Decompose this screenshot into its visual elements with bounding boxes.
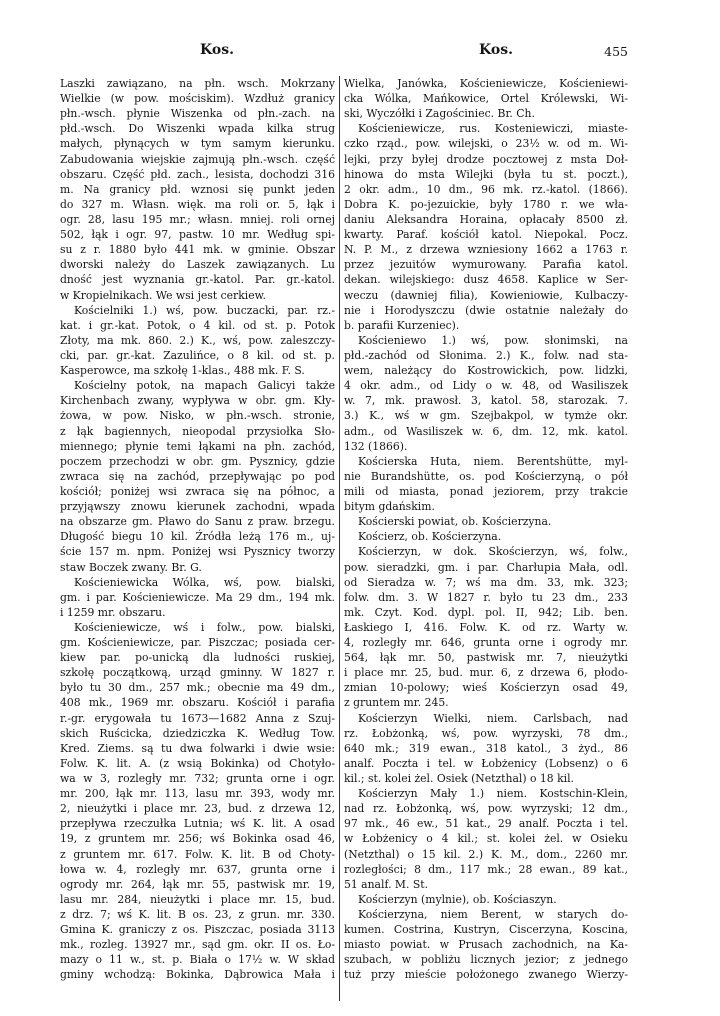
text-line: obszaru. Część płd. zach., lesista, dochodzi 316 — [60, 167, 335, 181]
text-line: z łąk bagiennych, nieopodal przysiołka Sło- — [60, 424, 335, 438]
text-line: nad rz. Łobżonką, wś, pow. wyrzyski; 12 dm., — [344, 802, 628, 816]
text-line: żowa, w pow. Nisko, w płn.-wsch. stronie, — [60, 409, 335, 423]
text-line: cki, par. gr.-kat. Zazulińce, o 8 kil. od st. p. — [60, 348, 335, 362]
text-line: przyjąwszy znowu kierunek zachodni, wpada — [60, 500, 335, 514]
text-line: z gruntem mr. 617. Folw. K. lit. B od Choty- — [60, 847, 335, 861]
text-line: mk. Czyt. Kod. dypl. pol. II, 942; Lib. ben. — [344, 605, 628, 619]
text-line: r.-gr. erygowała tu 1673—1682 Anna z Szuj- — [60, 711, 335, 725]
text-line: weczu (dawniej filia), Kowieniowie, Kulbaczy- — [344, 288, 628, 302]
text-line: kościół; poniżej wsi zwraca się na północ, a — [60, 484, 335, 498]
text-line: Zabudowania wiejskie zajmują płn.-wsch. część — [60, 152, 335, 166]
text-line: 3.) K., wś w gm. Szejbakpol, w tymże okr. — [344, 409, 628, 423]
text-line: Kościelny potok, na mapach Galicyi także — [74, 379, 335, 393]
text-line: m. Na granicy płd. wznosi się punkt jeden — [60, 182, 335, 196]
text-line: małych, płynących w tym samym kierunku. — [60, 137, 335, 151]
text-line: Folw. K. lit. A. (z wsią Bokinka) od Chotyło- — [60, 756, 335, 770]
text-line: płn.-wsch. płynie Wiszenka od płn.-zach. na — [60, 107, 335, 121]
text-line: mazy o 11 w., st. p. Biała o 17½ w. W skład — [60, 953, 335, 967]
running-head-right: Kos. — [479, 42, 513, 58]
text-line: Kościerzyn Wielki, niem. Carlsbach, nad — [358, 711, 628, 725]
text-line: 19, z gruntem mr. 256; wś Bokinka osad 46, — [60, 832, 335, 846]
text-line: adm., od Wasiliszek w. 6, dm. 12, mk. katol. — [344, 424, 628, 438]
text-line: Kościerzyn, w dok. Skościerzyn, wś, folw., — [358, 545, 628, 559]
running-head-left: Kos. — [200, 42, 234, 58]
text-line: 132 (1866). — [344, 439, 408, 453]
text-line: do 327 m. Własn. więk. ma roli or. 5, łąk i — [60, 197, 335, 211]
text-line: bitym gdańskim. — [344, 500, 435, 514]
text-line: łowa w. 4, rozległy mr. 637, grunta orne i — [60, 862, 335, 876]
text-line: Kirchenbach zwany, wypływa w obr. gm. Kły- — [60, 394, 335, 408]
text-line: (Netzthal) o 15 kil. 2.) K. M., dom., 2260 mr. — [344, 847, 628, 861]
text-line: Kościerska Huta, niem. Berentshütte, myl- — [358, 454, 628, 468]
text-line: poczem przechodzi w obr. gm. Pysznicy, gdzie — [60, 454, 335, 468]
text-line: gm. Kościeniewicze, par. Piszczac; posiada cer- — [60, 636, 335, 650]
text-line: w. 7, mk. prawosł. 3, katol. 58, starozak. 7. — [344, 394, 628, 408]
text-line: folw. dm. 3. W 1827 r. było tu 23 dm., 233 — [344, 590, 628, 604]
text-line: Kasperowce, ma szkołę 1-klas., 488 mk. F. S. — [60, 364, 305, 378]
text-line: Kościeniewicze, rus. Kosteniewiczi, miaste- — [358, 122, 628, 136]
text-line: Dobra K. po-jezuickie, były 1780 r. we wła- — [344, 197, 628, 211]
text-line: ogrody mr. 264, łąk mr. 55, pastwisk mr. 19, — [60, 877, 335, 891]
text-line: zwraca się na zachód, przepływając po pod — [60, 469, 335, 483]
text-line: Kościerz, ob. Kościerzyna. — [358, 530, 502, 544]
text-line: Laszki zawiązano, na płn. wsch. Mokrzany — [60, 77, 335, 90]
text-line: lejki, przy byłej drodze pocztowej z msta Doł- — [344, 152, 628, 166]
text-line: staw Boczek zwany. Br. G. — [60, 560, 202, 574]
text-line: szkołę początkową, urząd gminny. W 1827 r. — [60, 666, 335, 680]
text-line: Długość biegu 10 kil. Źródła leżą 176 m., uj- — [60, 530, 335, 544]
text-line: 408 mk., 1969 mr. obszaru. Kościół i parafia — [60, 696, 335, 710]
text-line: N. P. M., z drzewa wzniesiony 1662 a 1763 r. — [344, 243, 628, 257]
text-line: Kościerski powiat, ob. Kościerzyna. — [358, 515, 552, 529]
text-line: wem, należący do Kostrowickich, pow. lidzki, — [344, 364, 628, 378]
text-line: Wielka, Janówka, Kościeniewicze, Kościeniewi- — [344, 77, 628, 90]
text-line: 51 analf. M. St. — [344, 877, 429, 891]
text-line: 640 mk.; 319 ewan., 318 katol., 3 żyd., 86 — [344, 741, 628, 755]
page-header — [60, 42, 628, 66]
text-line: kwarty. Paraf. kościół katol. Niepokal. Pocz. — [344, 228, 628, 242]
text-line: Wielkie (w pow. mościskim). Wzdłuż granicy — [60, 92, 335, 106]
text-line: było tu 30 dm., 257 mk.; obecnie ma 49 dm., — [60, 681, 335, 695]
text-line: 4, rozległy mr. 646, grunta orne i ogrody mr. — [344, 636, 628, 650]
text-line: dekan. wilejskiego: dusz 4658. Kaplice w Ser- — [344, 273, 628, 287]
text-line: i place mr. 25, bud. mur. 6, z drzewa 6, płodo- — [344, 666, 628, 680]
text-line: zmian 10-polowy; wieś Kościerzyn osad 49, — [344, 681, 628, 695]
text-line: su z r. 1880 było 441 mk. w gminie. Obszar — [60, 243, 335, 257]
text-line: ski, Wyczółki i Zagościniec. Br. Ch. — [344, 107, 535, 121]
text-line: 564, łąk mr. 50, pastwisk mr. 7, nieużytki — [344, 651, 628, 665]
text-line: nie i Horodyszczu (dwie ostatnie należały do — [344, 303, 628, 317]
text-line: Kred. Ziems. są tu dwa folwarki i dwie wsie: — [60, 741, 335, 755]
text-line: Kościeniewicka Wólka, wś, pow. bialski, — [74, 575, 335, 589]
text-line: Kościerzyn Mały 1.) niem. Kostschin-Klein, — [358, 787, 628, 801]
text-line: na obszarze gm. Pławo do Sanu z praw. brzegu. — [60, 515, 335, 529]
text-line: ście 157 m. npm. Poniżej wsi Pysznicy tworzy — [60, 545, 335, 559]
text-line: z gruntem mr. 245. — [344, 696, 449, 710]
text-line: b. parafii Kurzeniec). — [344, 318, 460, 332]
text-line: 2, nieużytki i place mr. 23, bud. z drzewa 12, — [60, 802, 335, 816]
text-line: dność jest wyznania gr.-katol. Par. gr.-katol. — [60, 273, 335, 287]
text-line: przepływa rzeczułka Lutnia; wś K. lit. A osad — [60, 817, 335, 831]
text-line: Złoty, ma mk. 860. 2.) K., wś, pow. zaleszczy- — [60, 333, 335, 347]
text-line: kiew par. po-unicką dla ludności ruskiej, — [60, 651, 335, 665]
text-line: Kościeniewo 1.) wś, pow. słonimski, na — [358, 333, 628, 347]
text-line: Kościelniki 1.) wś, pow. buczacki, par. rz.- — [74, 303, 335, 317]
text-line: miasto powiat. w Prusach zachodnich, na Ka- — [344, 938, 628, 952]
text-line: analf. Poczta i tel. w Łobżenicy (Lobsenz) o 6 — [344, 756, 628, 770]
text-line: miennego; płynie temi łąkami na płn. zachód, — [60, 439, 335, 453]
text-line: czko rząd., pow. wilejski, o 23½ w. od m. Wi- — [344, 137, 628, 151]
text-line: płd.-wsch. Do Wiszenki wpada kilka strug — [60, 122, 335, 136]
right-column — [344, 76, 628, 983]
text-line: 502, łąk i ogr. 97, pastw. 10 mr. Według spi- — [60, 228, 335, 242]
text-line: w Łobżenicy o 4 kil.; st. kolei żel. w Osieku — [344, 832, 628, 846]
text-line: i 1259 mr. obszaru. — [60, 605, 166, 619]
text-line: ogr. 28, lasu 195 mr.; własn. mniej. roli ornej — [60, 212, 335, 226]
text-line: gm. i par. Kościeniewicze. Ma 29 dm., 194 mk. — [60, 590, 335, 604]
text-line: Kościerzyna, niem Berent, w starych do- — [358, 908, 628, 922]
text-line: z drz. 7; wś K. lit. B os. 23, z grun. mr. 330. — [60, 908, 335, 922]
text-line: hinowa do msta Wilejki (była tu st. poczt.), — [344, 167, 628, 181]
text-line: daniu Aleksandra Horaina, opłacały 8500 zł. — [344, 212, 628, 226]
text-line: rz. Łobżonką, wś, pow. wyrzyski, 78 dm., — [344, 726, 628, 740]
text-line: lasu mr. 284, nieużytki i place mr. 15, bud. — [60, 892, 335, 906]
text-line: kil.; st. kolei żel. Osiek (Netzthal) o 18 kil. — [344, 772, 574, 786]
text-line: mr. 200, łąk mr. 113, lasu mr. 393, wody mr. — [60, 787, 335, 801]
text-line: Łaskiego I, 416. Folw. K. od rz. Warty w. — [344, 620, 628, 634]
text-line: 2 okr. adm., 10 dm., 96 mk. rz.-katol. (1866). — [344, 182, 628, 196]
text-line: płd.-zachód od Słonima. 2.) K., folw. nad sta- — [344, 348, 628, 362]
text-line: dworski należy do Laszek zawiązanych. Lu — [60, 258, 335, 272]
text-line: w Kropielnikach. We wsi jest cerkiew. — [60, 288, 266, 302]
text-line: cka Wólka, Mańkowice, Ortel Królewski, Wi- — [344, 92, 628, 106]
text-line: Kościeniewicze, wś i folw., pow. bialski, — [74, 620, 335, 634]
text-line: szubach, w pobliżu licznych jezior; z jednego — [344, 953, 628, 967]
text-line: Gmina K. graniczy z os. Piszczac, posiada 3113 — [60, 923, 335, 937]
text-line: wa w 3, rozległy mr. 732; grunta orne i ogr. — [60, 772, 335, 786]
text-line: gminy wchodzą: Bokinka, Dąbrowica Mała i — [60, 968, 335, 982]
text-line: kat. i gr.-kat. Potok, o 4 kil. od st. p. Potok — [60, 318, 335, 332]
text-line: Kościerzyn (mylnie), ob. Kościaszyn. — [358, 892, 557, 906]
text-line: 97 mk., 46 ew., 51 kat., 29 analf. Poczta i tel. — [344, 817, 628, 831]
text-line: 4 okr. adm., od Lidy o w. 48, od Wasiliszek — [344, 379, 628, 393]
left-column — [60, 76, 335, 983]
text-line: mk., rozleg. 13927 mr., sąd gm. okr. II os. Ło- — [60, 938, 335, 952]
text-line: rozległości; 8 dm., 117 mk.; 28 ewan., 89 kat., — [344, 862, 628, 876]
column-divider — [339, 76, 340, 1001]
text-line: pow. sieradzki, gm. i par. Charłupia Mała, odl. — [344, 560, 628, 574]
text-line: mili od miasta, ponad jeziorem, przy trakcie — [344, 484, 628, 498]
text-line: skich Ruścicka, dziedziczka K. Według Tow. — [60, 726, 335, 740]
text-line: kumen. Costrina, Kustryn, Ciscerzyna, Koscina, — [344, 923, 628, 937]
page-number: 455 — [604, 44, 628, 59]
text-line: nie Burandshütte, os. pod Kościerzyną, o pół — [344, 469, 628, 483]
text-line: tuż przy mieście położonego zwanego Wierzy- — [344, 968, 628, 982]
text-line: przez jezuitów wymurowany. Parafia katol. — [344, 258, 628, 272]
text-line: od Sieradza w. 7; wś ma dm. 33, mk. 323; — [344, 575, 628, 589]
